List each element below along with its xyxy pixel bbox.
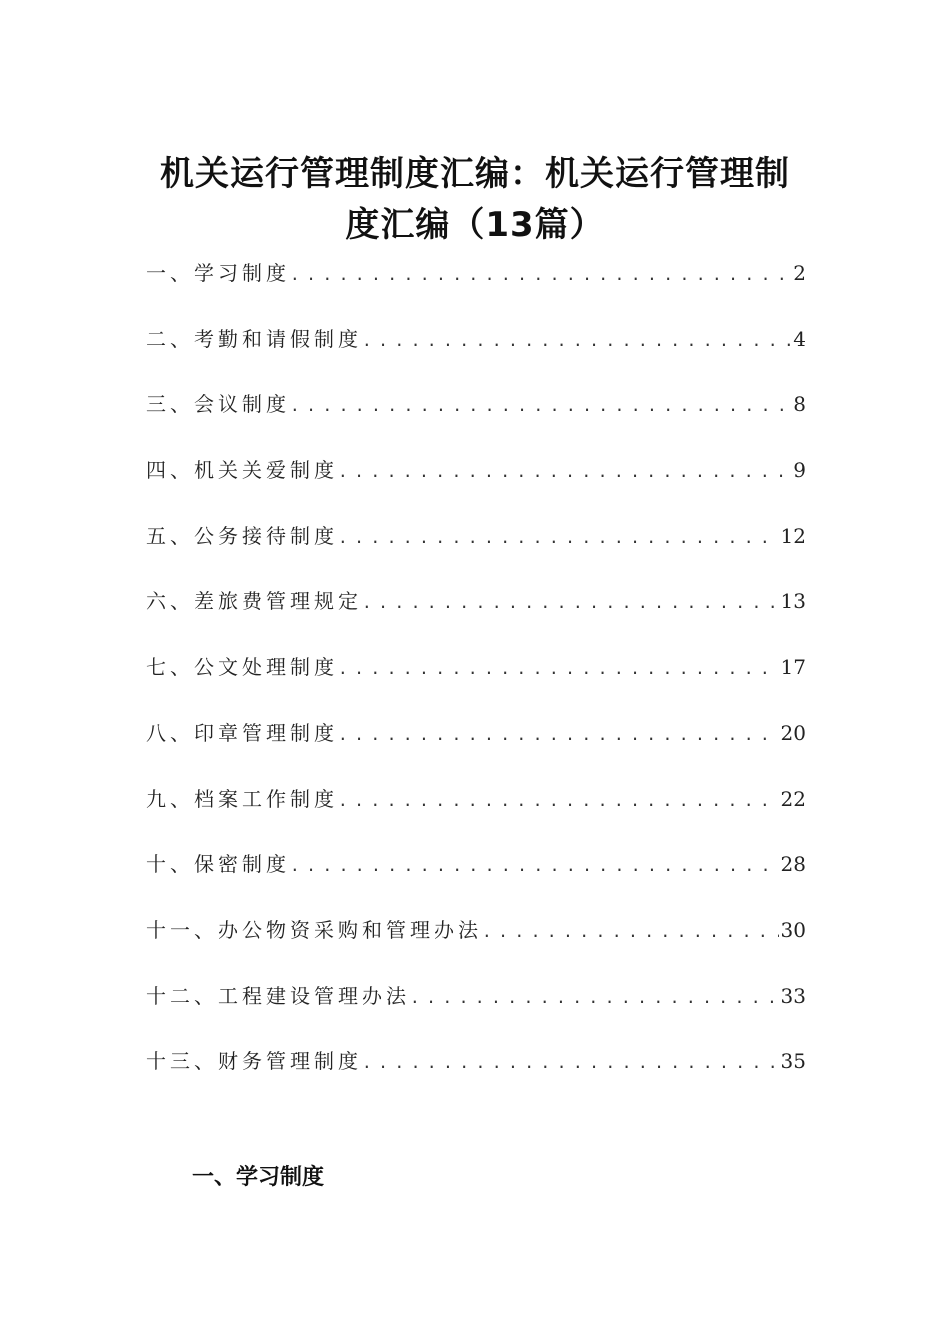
toc-entry-12[interactable] [146, 980, 806, 1046]
toc-entry-label: 五、公务接待制度 [146, 523, 338, 548]
toc-leader-dots [482, 922, 779, 941]
toc-entry-13[interactable] [146, 1045, 806, 1111]
toc-leader-dots [338, 725, 779, 744]
toc-entry-page: 17 [780, 655, 806, 680]
toc-leader-dots [290, 396, 791, 415]
toc-entry-10[interactable] [146, 848, 806, 914]
toc-entry-page: 20 [780, 720, 806, 745]
toc-entry-page: 9 [793, 458, 806, 483]
toc-entry-4[interactable] [146, 454, 806, 520]
document-title-line-2: 度汇编（13篇） [345, 205, 605, 245]
toc-entry-label: 十一、办公物资采购和管理办法 [146, 917, 482, 942]
toc-entry-label: 四、机关关爱制度 [146, 458, 338, 483]
toc-entry-3[interactable] [146, 388, 806, 454]
toc-entry-label: 九、档案工作制度 [146, 786, 338, 811]
toc-entry-8[interactable] [146, 717, 806, 783]
toc-entry-page: 33 [780, 983, 806, 1008]
toc-entry-page: 13 [780, 589, 806, 614]
toc-entry-2[interactable] [146, 323, 806, 389]
toc-entry-label: 六、差旅费管理规定 [146, 589, 362, 614]
toc-entry-page: 8 [793, 392, 806, 417]
toc-entry-1[interactable] [146, 257, 806, 323]
toc-entry-label: 三、会议制度 [146, 392, 290, 417]
toc-leader-dots [338, 791, 779, 810]
section-heading: 一、学习制度 [192, 1165, 325, 1190]
toc-entry-5[interactable] [146, 520, 806, 586]
document-title-line-1: 机关运行管理制度汇编：机关运行管理制 [160, 154, 790, 194]
toc-leader-dots [362, 331, 791, 350]
toc-entry-label: 十、保密制度 [146, 852, 290, 877]
toc-leader-dots [338, 659, 779, 678]
toc-entry-label: 十三、财务管理制度 [146, 1049, 362, 1074]
toc-entry-7[interactable] [146, 651, 806, 717]
toc-entry-page: 4 [793, 326, 806, 351]
toc-entry-6[interactable] [146, 585, 806, 651]
toc-entry-page: 12 [780, 523, 806, 548]
toc-entry-label: 十二、工程建设管理办法 [146, 983, 410, 1008]
toc-entry-label: 二、考勤和请假制度 [146, 326, 362, 351]
toc-entry-page: 28 [780, 852, 806, 877]
toc-entry-9[interactable] [146, 783, 806, 849]
toc-entry-page: 2 [793, 261, 806, 285]
toc-leader-dots [290, 856, 779, 875]
toc-entry-page: 35 [780, 1049, 806, 1074]
toc-entry-label: 一、学习制度 [146, 261, 290, 285]
toc-entry-label: 七、公文处理制度 [146, 655, 338, 680]
table-of-contents [146, 257, 806, 1111]
toc-entry-11[interactable] [146, 914, 806, 980]
toc-leader-dots [362, 593, 779, 612]
toc-entry-page: 30 [780, 917, 806, 942]
toc-leader-dots [338, 528, 779, 547]
toc-leader-dots [410, 988, 779, 1007]
toc-leader-dots [338, 462, 791, 481]
toc-leader-dots [362, 1053, 779, 1072]
toc-leader-dots [290, 265, 791, 284]
toc-entry-page: 22 [780, 786, 806, 811]
toc-entry-label: 八、印章管理制度 [146, 720, 338, 745]
